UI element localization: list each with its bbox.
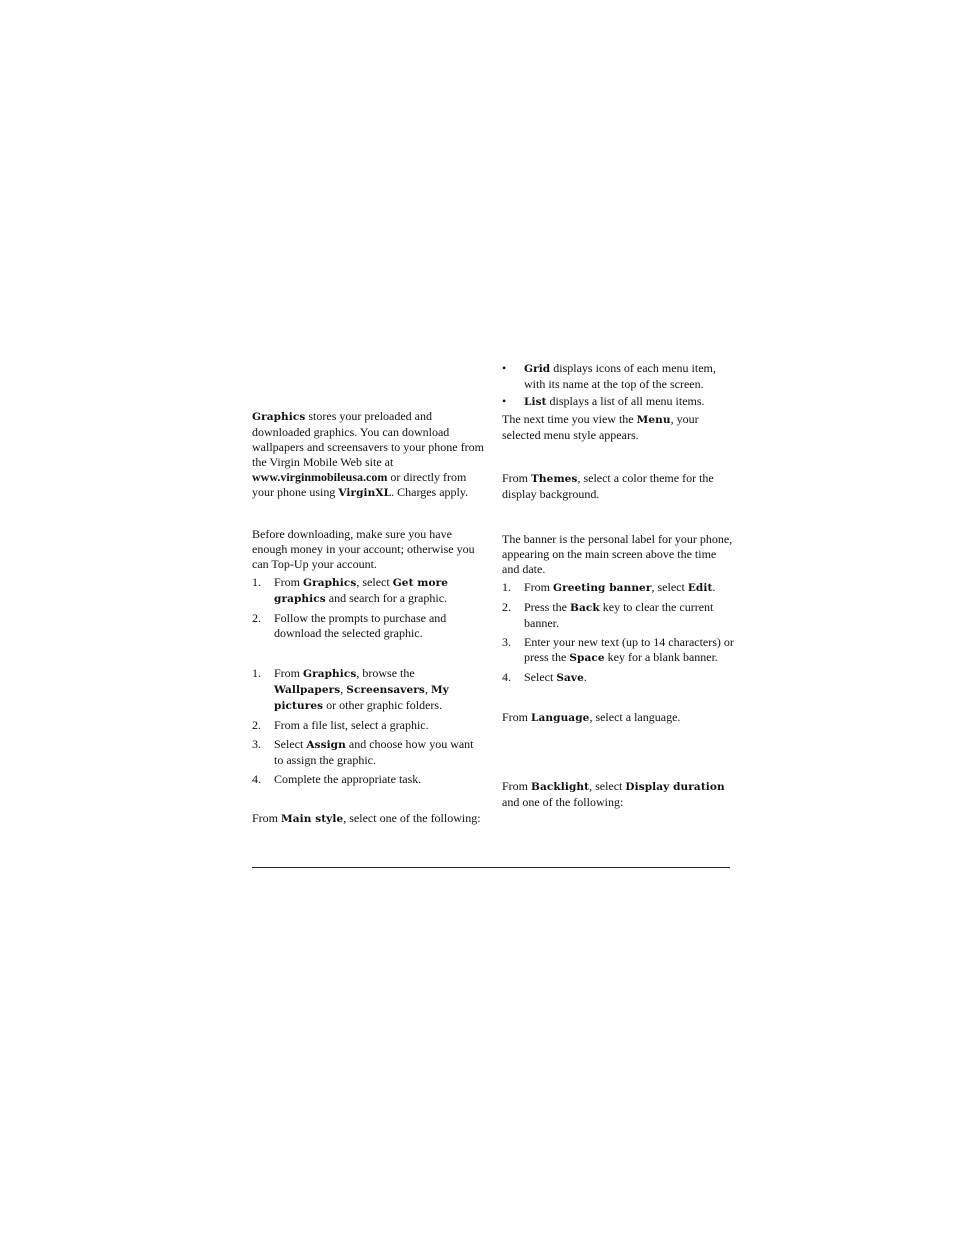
banner-steps-list (502, 580, 734, 686)
bullet-icon: • (502, 394, 507, 408)
main-style-section (252, 811, 484, 827)
banner-section (502, 532, 734, 690)
themes-paragraph: From Themes, select a color theme for the display background. (502, 471, 714, 501)
main-style-keyword: Main style (281, 813, 344, 825)
banner-intro-paragraph: The banner is the personal label for your phone, appearing on the main screen above the time and date. (502, 532, 733, 576)
backlight-keyword: Backlight (531, 781, 590, 793)
graphics-intro-paragraph: Graphics stores your preloaded and downloaded graphics. You can download wallpapers and screensavers to your phone from the Virgin Mobile Web site at www.virginmobileusa.com or directly from your phone using VirginXL. Charges apply. (252, 409, 484, 499)
list-item: 1. From Greeting banner, select Edit. (502, 580, 716, 594)
list-item: 2. From a file list, select a graphic. (252, 718, 429, 732)
website-url: www.virginmobileusa.com (252, 470, 388, 484)
themes-section (502, 471, 734, 502)
virginxl-keyword: VirginXL (338, 487, 392, 499)
list-item: 2. Follow the prompts to purchase and download the selected graphic. (252, 611, 447, 640)
language-paragraph: From Language, select a language. (502, 710, 681, 724)
menu-style-bullets (502, 361, 734, 443)
next-time-paragraph: The next time you view the Menu, your selected menu style appears. (502, 412, 699, 442)
main-style-paragraph: From Main style, select one of the following: (252, 811, 481, 825)
download-section (252, 527, 484, 645)
language-keyword: Language (531, 712, 590, 724)
footer-rule (252, 867, 730, 868)
list-item: 2. Press the Back key to clear the current banner. (502, 600, 714, 630)
menu-style-list (502, 361, 734, 410)
list-item: 4. Select Save. (502, 670, 587, 684)
list-item: 3. Enter your new text (up to 14 characters) or press the Space key for a blank banner. (502, 635, 734, 664)
list-item: • Grid displays icons of each menu item, with its name at the top of the screen. (502, 361, 716, 391)
download-intro-paragraph: Before downloading, make sure you have enough money in your account; otherwise you can Top-Up your account. (252, 527, 475, 571)
list-item: 4. Complete the appropriate task. (252, 772, 422, 786)
bullet-icon: • (502, 361, 507, 375)
themes-keyword: Themes (531, 473, 578, 485)
menu-keyword: Menu (636, 414, 671, 426)
left-column (252, 409, 484, 501)
assign-steps-list (252, 666, 484, 787)
language-section (502, 710, 734, 726)
graphics-keyword: Graphics (252, 411, 306, 423)
list-item: 3. Select Assign and choose how you want to assign the graphic. (252, 737, 474, 767)
display-duration-keyword: Display duration (625, 781, 725, 793)
backlight-paragraph: From Backlight, select Display duration and one of the following: (502, 779, 725, 809)
download-steps-list (252, 575, 484, 641)
list-item: 1. From Graphics, select Get more graphics and search for a graphic. (252, 575, 448, 605)
assign-section (252, 666, 484, 791)
list-item: • List displays a list of all menu items. (502, 394, 705, 408)
backlight-section (502, 779, 734, 810)
list-item: 1. From Graphics, browse the Wallpapers, Screensavers, My pictures or other graphic folders. (252, 666, 449, 712)
